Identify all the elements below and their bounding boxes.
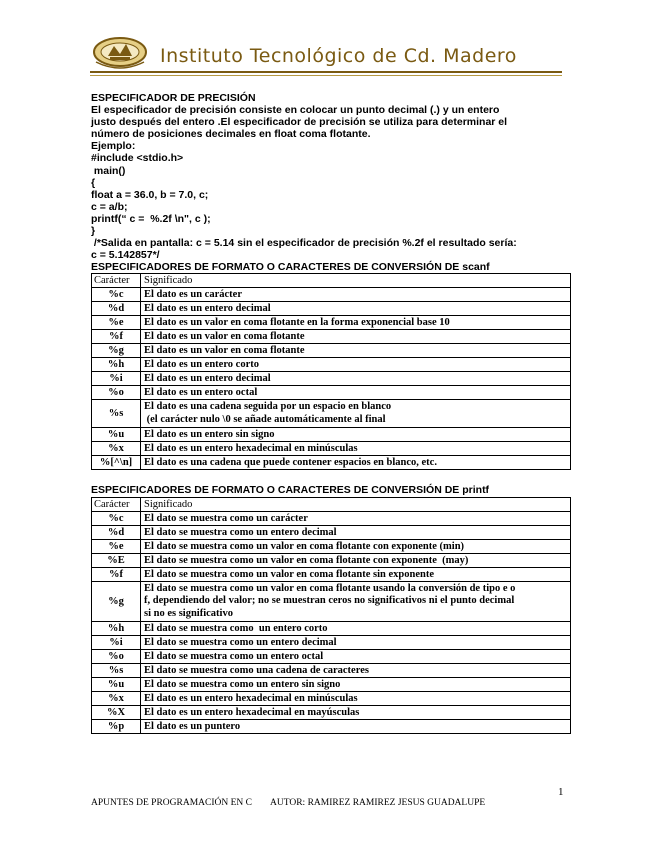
institute-title: Instituto Tecnológico de Cd. Madero (160, 45, 517, 67)
specifier-meaning (141, 372, 571, 386)
specifier-meaning (141, 428, 571, 442)
table-row (92, 720, 571, 734)
format-specifier: %p (92, 720, 141, 734)
table-row (92, 456, 571, 470)
meaning-line: El dato es un valor en coma flotante en la forma exponencial base 10 (144, 317, 450, 329)
meaning-line: El dato se muestra como una cadena de caracteres (144, 665, 369, 676)
format-specifier: %s (92, 664, 141, 678)
specifier-meaning (141, 400, 571, 428)
format-specifier: %[^\n] (92, 456, 141, 470)
table-row (92, 539, 571, 553)
format-specifier: %o (92, 650, 141, 664)
footer-course: APUNTES DE PROGRAMACIÓN EN C (91, 798, 252, 808)
page-footer (91, 798, 485, 808)
table-row (92, 302, 571, 316)
table-row (92, 442, 571, 456)
specifier-meaning (141, 344, 571, 358)
table-row (92, 316, 571, 330)
format-specifier: %g (92, 581, 141, 622)
table-row (92, 511, 571, 525)
table-row (92, 581, 571, 622)
meaning-line: El dato es un entero hexadecimal en minúsculas (144, 693, 358, 704)
footer-author: AUTOR: RAMIREZ RAMIREZ JESUS GUADALUPE (270, 798, 486, 808)
table-row (92, 706, 571, 720)
table-row (92, 288, 571, 302)
table-row (92, 553, 571, 567)
column-header-char: Carácter (92, 274, 141, 288)
meaning-line: El dato se muestra como un valor en coma flotante sin exponente (144, 568, 434, 580)
specifier-meaning (141, 302, 571, 316)
table-header-row (92, 497, 571, 511)
table-header-row (92, 274, 571, 288)
specifier-meaning (141, 567, 571, 581)
specifier-meaning (141, 720, 571, 734)
code-line: main() (91, 164, 126, 177)
meaning-line: El dato se muestra como un entero octal (144, 651, 324, 662)
table-row (92, 567, 571, 581)
table-row (92, 386, 571, 400)
format-specifier: %i (92, 636, 141, 650)
specifier-meaning (141, 706, 571, 720)
table-row (92, 372, 571, 386)
column-header-meaning: Significado (141, 274, 571, 288)
table-row (92, 400, 571, 428)
table-row (92, 344, 571, 358)
specifier-meaning (141, 358, 571, 372)
specifier-meaning (141, 442, 571, 456)
meaning-line: El dato se muestra como un valor en coma flotante usando la conversión de tipo e o (144, 582, 516, 594)
specifier-meaning (141, 636, 571, 650)
specifier-meaning (141, 581, 571, 622)
meaning-line: El dato es una cadena seguida por un espacio en blanco (144, 401, 392, 413)
intro-line: justo después del entero .El especificador de precisión se utiliza para determinar el (91, 116, 508, 129)
intro-line: número de posiciones decimales en float coma flotante. (91, 128, 371, 141)
page-header (90, 36, 562, 78)
scanf-heading: ESPECIFICADORES DE FORMATO O CARACTERES DE CONVERSIÓN DE scanf (91, 261, 490, 274)
meaning-line: El dato es un valor en coma flotante (144, 345, 305, 357)
table-row (92, 664, 571, 678)
printf-heading: ESPECIFICADORES DE FORMATO O CARACTERES DE CONVERSIÓN DE printf (91, 484, 490, 497)
format-specifier: %E (92, 553, 141, 567)
format-specifier: %c (92, 288, 141, 302)
institute-logo-icon (92, 36, 148, 72)
code-line: { (91, 176, 96, 189)
format-specifier: %d (92, 302, 141, 316)
intro-line: El especificador de precisión consiste en colocar un punto decimal (.) y un entero (91, 104, 500, 117)
header-rule-thin (90, 75, 562, 76)
table-row (92, 358, 571, 372)
precision-heading: ESPECIFICADOR DE PRECISIÓN (91, 92, 256, 104)
format-specifier: %d (92, 525, 141, 539)
table-row (92, 636, 571, 650)
format-specifier: %g (92, 344, 141, 358)
code-line: printf(“ c = %.2f \n", c ); (91, 212, 211, 225)
meaning-line: si no es significativo (144, 607, 233, 619)
table-row (92, 525, 571, 539)
scanf-table (91, 273, 571, 470)
format-specifier: %u (92, 428, 141, 442)
output-note: /*Salida en pantalla: c = 5.14 sin el especificador de precisión %.2f el resultado sería: (91, 237, 517, 250)
specifier-meaning (141, 525, 571, 539)
format-specifier: %e (92, 316, 141, 330)
format-specifier: %f (92, 330, 141, 344)
format-specifier: %X (92, 706, 141, 720)
specifier-meaning (141, 664, 571, 678)
code-line: float a = 36.0, b = 7.0, c; (91, 188, 209, 201)
meaning-line: El dato es una cadena que puede contener espacios en blanco, etc. (144, 457, 437, 469)
page-content (91, 92, 571, 734)
table-row (92, 678, 571, 692)
specifier-meaning (141, 330, 571, 344)
specifier-meaning (141, 692, 571, 706)
code-line: } (91, 225, 96, 238)
meaning-line: El dato se muestra como un valor en coma flotante con exponente (min) (144, 540, 465, 552)
specifier-meaning (141, 288, 571, 302)
format-specifier: %h (92, 358, 141, 372)
meaning-line: El dato es un entero sin signo (144, 429, 275, 441)
specifier-meaning (141, 386, 571, 400)
table-row (92, 330, 571, 344)
code-line: c = a/b; (91, 200, 128, 213)
printf-table (91, 497, 571, 735)
header-rule (90, 71, 562, 73)
format-specifier: %u (92, 678, 141, 692)
meaning-line: El dato es un entero corto (144, 359, 260, 371)
format-specifier: %x (92, 692, 141, 706)
meaning-line: El dato se muestra como un carácter (144, 512, 308, 524)
meaning-line: El dato es un entero decimal (144, 373, 271, 385)
output-note: c = 5.142857*/ (91, 249, 160, 262)
meaning-line: El dato se muestra como un entero decimal (144, 526, 337, 538)
column-header-char: Carácter (92, 497, 141, 511)
specifier-meaning (141, 539, 571, 553)
format-specifier: %c (92, 511, 141, 525)
format-specifier: %i (92, 372, 141, 386)
code-line: #include <stdio.h> (91, 152, 184, 165)
table-row (92, 692, 571, 706)
format-specifier: %f (92, 567, 141, 581)
table-row (92, 428, 571, 442)
meaning-line: El dato se muestra como un entero sin signo (144, 679, 341, 690)
format-specifier: %o (92, 386, 141, 400)
table-row (92, 622, 571, 636)
meaning-line: El dato es un puntero (144, 721, 241, 732)
specifier-meaning (141, 553, 571, 567)
specifier-meaning (141, 456, 571, 470)
meaning-line: El dato es un entero hexadecimal en mayúsculas (144, 707, 360, 718)
page-number: 1 (558, 786, 564, 798)
meaning-line: El dato es un entero hexadecimal en minúsculas (144, 443, 358, 455)
specifier-meaning (141, 316, 571, 330)
meaning-line: f, dependiendo del valor; no se muestran ceros no significativos ni el punto decimal (144, 595, 515, 606)
column-header-meaning: Significado (141, 497, 571, 511)
format-specifier: %s (92, 400, 141, 428)
meaning-line: (el carácter nulo \0 se añade automáticamente al final (144, 413, 386, 425)
meaning-line: El dato se muestra como un entero corto (144, 623, 328, 634)
specifier-meaning (141, 678, 571, 692)
specifier-meaning (141, 650, 571, 664)
meaning-line: El dato es un carácter (144, 289, 242, 301)
format-specifier: %x (92, 442, 141, 456)
specifier-meaning (141, 622, 571, 636)
meaning-line: El dato es un entero decimal (144, 303, 271, 315)
meaning-line: El dato es un valor en coma flotante (144, 331, 305, 343)
format-specifier: %e (92, 539, 141, 553)
meaning-line: El dato se muestra como un valor en coma flotante con exponente (may) (144, 554, 469, 566)
intro-line: Ejemplo: (91, 140, 136, 153)
specifier-meaning (141, 511, 571, 525)
format-specifier: %h (92, 622, 141, 636)
table-row (92, 650, 571, 664)
meaning-line: El dato se muestra como un entero decimal (144, 637, 337, 648)
meaning-line: El dato es un entero octal (144, 387, 258, 399)
